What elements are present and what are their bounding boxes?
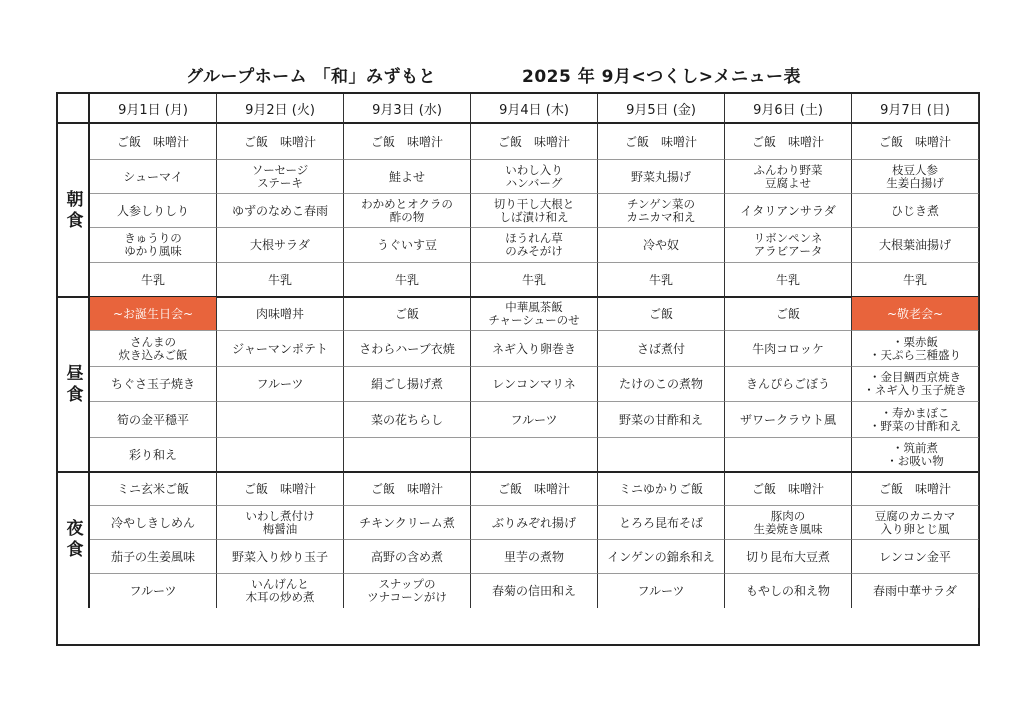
menu-cell: 牛乳 <box>344 263 471 297</box>
menu-cell: ネギ入り卵巻き <box>471 331 598 367</box>
menu-cell: 春雨中華サラダ <box>852 574 979 608</box>
menu-cell: 中華風茶飯 チャーシューのせ <box>471 297 598 331</box>
menu-cell <box>725 438 852 472</box>
menu-cell: 枝豆人参 生姜白揚げ <box>852 160 979 194</box>
menu-cell: 牛乳 <box>217 263 344 297</box>
menu-cell: ・筑前煮 ・お吸い物 <box>852 438 979 472</box>
menu-cell: いわし煮付け 梅醤油 <box>217 506 344 540</box>
menu-cell: 絹ごし揚げ煮 <box>344 367 471 402</box>
menu-cell: ザワークラウト風 <box>725 402 852 438</box>
menu-title: 2025 年 9月<つくし>メニュー表 <box>522 67 801 87</box>
menu-cell: とろろ昆布そば <box>598 506 725 540</box>
menu-cell: 冷やしきしめん <box>90 506 217 540</box>
day-header: 9月1日 (月) <box>90 94 217 124</box>
menu-cell: 高野の含め煮 <box>344 540 471 574</box>
menu-cell: ひじき煮 <box>852 194 979 228</box>
menu-cell: ご飯 味噌汁 <box>217 472 344 506</box>
menu-cell: 彩り和え <box>90 438 217 472</box>
menu-cell: 大根サラダ <box>217 228 344 263</box>
day-header: 9月7日 (日) <box>852 94 979 124</box>
day-header: 9月4日 (木) <box>471 94 598 124</box>
menu-cell: 茄子の生姜風味 <box>90 540 217 574</box>
menu-cell: ・寿かまぼこ ・野菜の甘酢和え <box>852 402 979 438</box>
menu-cell <box>471 438 598 472</box>
menu-cell: 菜の花ちらし <box>344 402 471 438</box>
menu-cell: フルーツ <box>598 574 725 608</box>
menu-cell: いわし入り ハンバーグ <box>471 160 598 194</box>
meal-label-dinner: 夜食 <box>58 472 90 608</box>
menu-cell: ふんわり野菜 豆腐よせ <box>725 160 852 194</box>
menu-cell: きんぴらごぼう <box>725 367 852 402</box>
menu-cell: ご飯 <box>598 297 725 331</box>
menu-cell: ご飯 味噌汁 <box>344 472 471 506</box>
meal-label-breakfast: 朝食 <box>58 124 90 297</box>
menu-cell: チンゲン菜の カニカマ和え <box>598 194 725 228</box>
menu-cell: 牛乳 <box>852 263 979 297</box>
menu-cell: 冷や奴 <box>598 228 725 263</box>
menu-cell: イタリアンサラダ <box>725 194 852 228</box>
menu-cell: スナップの ツナコーンがけ <box>344 574 471 608</box>
menu-cell: 切り昆布大豆煮 <box>725 540 852 574</box>
menu-cell: ちぐさ玉子焼き <box>90 367 217 402</box>
menu-cell: 筍の金平穩平 <box>90 402 217 438</box>
menu-cell: インゲンの錦糸和え <box>598 540 725 574</box>
menu-cell: ご飯 味噌汁 <box>90 124 217 160</box>
menu-cell: 野菜の甘酢和え <box>598 402 725 438</box>
menu-cell: ミニゆかりご飯 <box>598 472 725 506</box>
menu-cell: レンコン金平 <box>852 540 979 574</box>
corner-cell <box>58 94 90 124</box>
menu-cell: 切り干し大根と しば漬け和え <box>471 194 598 228</box>
menu-cell: ご飯 味噌汁 <box>725 124 852 160</box>
menu-cell: 鮭よせ <box>344 160 471 194</box>
menu-cell: きゅうりの ゆかり風味 <box>90 228 217 263</box>
menu-cell: ・金目鯛西京焼き ・ネギ入り玉子焼き <box>852 367 979 402</box>
menu-table <box>56 92 980 646</box>
menu-cell: ご飯 味噌汁 <box>852 472 979 506</box>
menu-cell: 野菜丸揚げ <box>598 160 725 194</box>
menu-cell <box>217 402 344 438</box>
event-cell: ~敬老会~ <box>852 297 979 331</box>
menu-cell: ご飯 味噌汁 <box>725 472 852 506</box>
menu-cell: ジャーマンポテト <box>217 331 344 367</box>
menu-header <box>0 62 1024 88</box>
day-header: 9月3日 (水) <box>344 94 471 124</box>
menu-cell: 春菊の信田和え <box>471 574 598 608</box>
facility-name: グループホーム 「和」みずもと <box>186 67 437 87</box>
menu-cell: ぶりみぞれ揚げ <box>471 506 598 540</box>
menu-cell: いんげんと 木耳の炒め煮 <box>217 574 344 608</box>
menu-cell: たけのこの煮物 <box>598 367 725 402</box>
menu-cell: 豚肉の 生姜焼き風味 <box>725 506 852 540</box>
menu-cell: さんまの 炊き込みご飯 <box>90 331 217 367</box>
menu-cell: 人参しりしり <box>90 194 217 228</box>
menu-cell <box>217 438 344 472</box>
menu-cell: フルーツ <box>217 367 344 402</box>
menu-cell: 牛乳 <box>598 263 725 297</box>
menu-cell: もやしの和え物 <box>725 574 852 608</box>
menu-cell: ほうれん草 のみそがけ <box>471 228 598 263</box>
menu-cell: ソーセージ ステーキ <box>217 160 344 194</box>
menu-cell: ゆずのなめこ春雨 <box>217 194 344 228</box>
menu-cell: 里芋の煮物 <box>471 540 598 574</box>
menu-cell: ご飯 味噌汁 <box>217 124 344 160</box>
day-header: 9月2日 (火) <box>217 94 344 124</box>
menu-cell: レンコンマリネ <box>471 367 598 402</box>
event-cell: ~お誕生日会~ <box>90 297 217 331</box>
menu-cell: 牛乳 <box>471 263 598 297</box>
menu-cell: ご飯 味噌汁 <box>344 124 471 160</box>
menu-cell: 大根葉油揚げ <box>852 228 979 263</box>
menu-cell: ご飯 <box>344 297 471 331</box>
menu-cell: チキンクリーム煮 <box>344 506 471 540</box>
menu-cell: シューマイ <box>90 160 217 194</box>
menu-cell: リボンペンネ アラビアータ <box>725 228 852 263</box>
day-header: 9月6日 (土) <box>725 94 852 124</box>
menu-cell: フルーツ <box>471 402 598 438</box>
menu-cell: 肉味噌丼 <box>217 297 344 331</box>
menu-cell <box>344 438 471 472</box>
menu-cell: うぐいす豆 <box>344 228 471 263</box>
menu-cell: 牛肉コロッケ <box>725 331 852 367</box>
day-header: 9月5日 (金) <box>598 94 725 124</box>
menu-cell: フルーツ <box>90 574 217 608</box>
menu-cell: 牛乳 <box>90 263 217 297</box>
menu-cell: ミニ玄米ご飯 <box>90 472 217 506</box>
menu-cell: さわらハーブ衣焼 <box>344 331 471 367</box>
menu-cell: ご飯 味噌汁 <box>852 124 979 160</box>
menu-cell: 牛乳 <box>725 263 852 297</box>
menu-cell: わかめとオクラの 酢の物 <box>344 194 471 228</box>
menu-cell: ご飯 <box>725 297 852 331</box>
menu-cell: ご飯 味噌汁 <box>471 472 598 506</box>
menu-cell: ご飯 味噌汁 <box>598 124 725 160</box>
menu-cell: ・栗赤飯 ・天ぷら三種盛り <box>852 331 979 367</box>
menu-cell: ご飯 味噌汁 <box>471 124 598 160</box>
menu-cell: 豆腐のカニカマ 入り卵とじ風 <box>852 506 979 540</box>
menu-cell <box>598 438 725 472</box>
menu-cell: さば煮付 <box>598 331 725 367</box>
menu-cell: 野菜入り炒り玉子 <box>217 540 344 574</box>
meal-label-lunch: 昼食 <box>58 297 90 472</box>
